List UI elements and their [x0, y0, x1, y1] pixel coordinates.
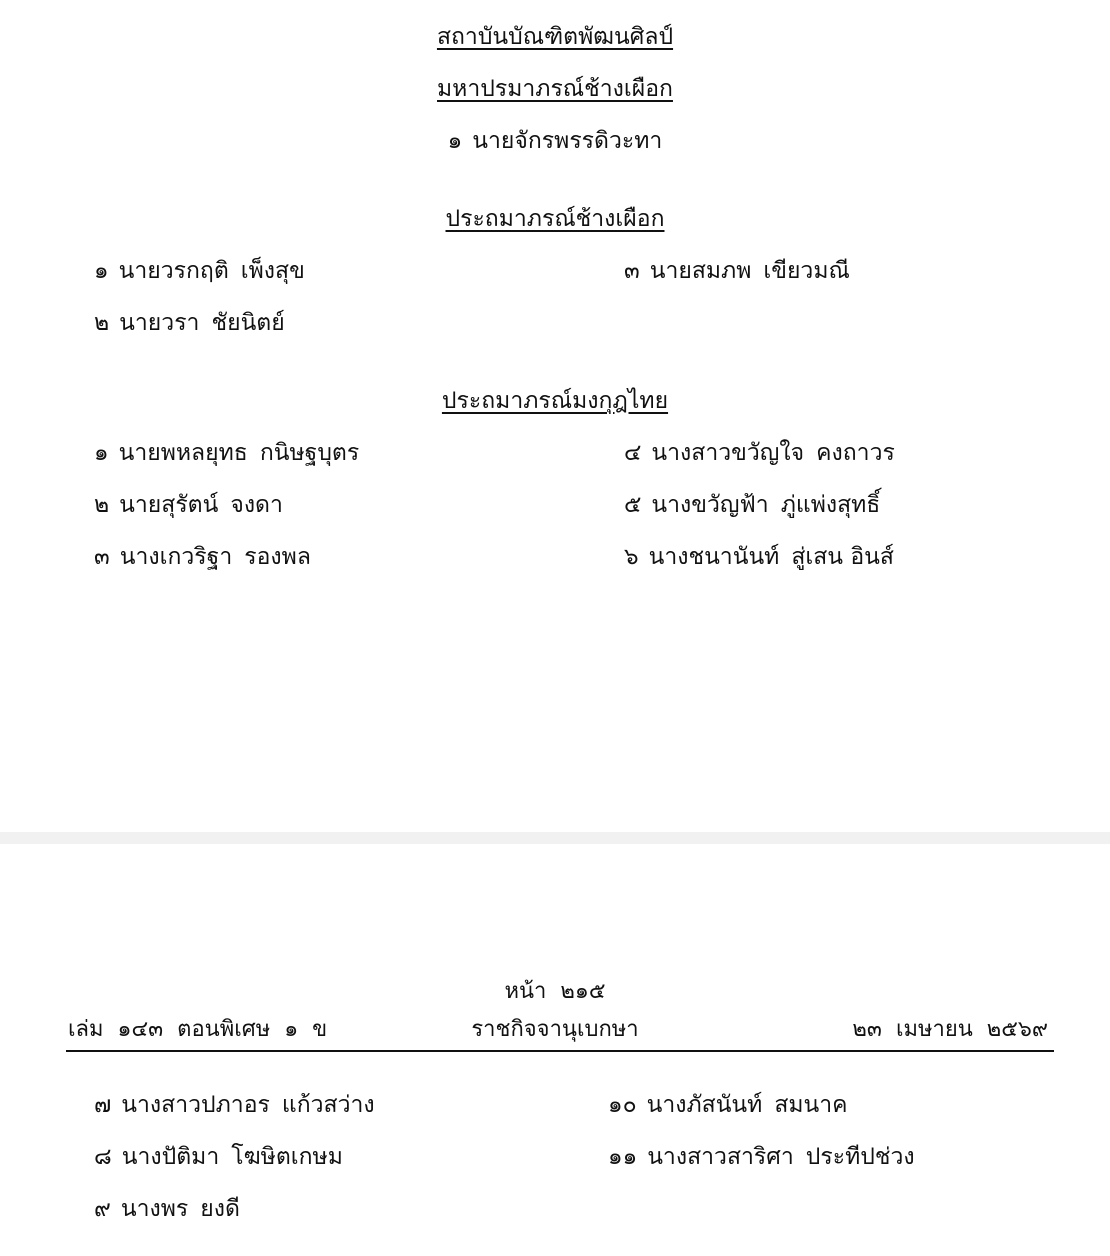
item-number: ๓	[94, 544, 110, 570]
item-surname: โฆษิตเกษม	[231, 1144, 343, 1170]
section-title: ประถมาภรณ์ช้างเผือก	[445, 206, 665, 232]
item-surname: เขียวมณี	[763, 258, 850, 284]
list-item	[94, 256, 305, 286]
item-name: นางพร	[120, 1196, 189, 1222]
list-item	[624, 490, 880, 520]
volume-label: เล่ม	[68, 1017, 104, 1042]
item-name: นายวรา	[119, 310, 200, 336]
item-name: นางขวัญฟ้า	[651, 492, 769, 518]
issue-suffix: ข	[312, 1017, 328, 1042]
list-item	[608, 1142, 915, 1172]
list-item	[624, 542, 894, 572]
list-item	[94, 490, 283, 520]
issue-label: ตอนพิเศษ	[177, 1017, 271, 1042]
item-number: ๔	[624, 440, 642, 466]
institution-title: สถาบันบัณฑิตพัฒนศิลป์	[436, 24, 674, 50]
item-surname: ยงดี	[200, 1196, 240, 1222]
item-surname: กนิษฐบุตร	[259, 440, 360, 466]
list-item	[94, 438, 359, 468]
date-month: เมษายน	[895, 1017, 973, 1042]
item-name: นางปัติมา	[121, 1144, 220, 1170]
list-item	[94, 1194, 240, 1224]
header-rule	[66, 1050, 1054, 1052]
list-item	[608, 1090, 848, 1120]
item-number: ๑	[94, 440, 109, 466]
volume-number: ๑๔๓	[117, 1017, 164, 1042]
item-number: ๗	[94, 1092, 112, 1118]
item-number: ๑๑	[608, 1144, 638, 1170]
item-number: ๑๐	[608, 1092, 637, 1118]
item-name: นางเกวริฐา	[119, 544, 233, 570]
item-surname: ชัยนิตย์	[211, 310, 285, 336]
item-name: นางชนานันท์	[648, 544, 780, 570]
page-separator	[0, 832, 1110, 844]
list-item	[94, 308, 285, 338]
item-name: นางสาวสาริศา	[647, 1144, 794, 1170]
item-surname: แก้วสว่าง	[281, 1092, 375, 1118]
item-number: ๖	[624, 544, 639, 570]
item-name: นางภัสนันท์	[646, 1092, 763, 1118]
list-item	[94, 1142, 343, 1172]
document-page-bottom	[0, 844, 1110, 1256]
item-number: ๑	[94, 258, 109, 284]
item-surname: ภู่แพ่งสุทธิ์	[780, 492, 881, 518]
item-surname: คงถาวร	[816, 440, 895, 466]
item-name: นางสาวขวัญใจ	[651, 440, 805, 466]
list-item	[94, 542, 311, 572]
page-number-line	[0, 978, 1110, 1006]
item-number: ๒	[94, 310, 110, 336]
publication-date	[852, 1016, 1048, 1044]
item-surname: รองพล	[244, 544, 311, 570]
page-number: ๒๑๕	[560, 979, 606, 1004]
item-number: ๙	[94, 1196, 111, 1222]
list-item	[624, 438, 895, 468]
item-number: ๒	[94, 492, 110, 518]
section-title: มหาปรมาภรณ์ช้างเผือก	[437, 76, 673, 102]
list-item	[0, 126, 1110, 156]
item-surname: วะทา	[608, 128, 663, 154]
item-name: นายจักรพรรดิ	[472, 128, 609, 154]
item-number: ๕	[624, 492, 642, 518]
item-name: นายวรกฤติ	[118, 258, 229, 284]
list-item	[94, 1090, 375, 1120]
item-surname: สู่เสน อินส์	[791, 544, 894, 570]
item-number: ๑	[447, 128, 463, 154]
item-surname: เพ็งสุข	[240, 258, 305, 284]
date-year: ๒๕๖๙	[986, 1017, 1048, 1042]
item-number: ๘	[94, 1144, 112, 1170]
item-surname: จงดา	[230, 492, 283, 518]
publication-name: ราชกิจจานุเบกษา	[471, 1017, 639, 1042]
item-number: ๓	[624, 258, 640, 284]
item-name: นายสมภพ	[649, 258, 752, 284]
date-day: ๒๓	[852, 1017, 882, 1042]
list-item	[624, 256, 850, 286]
item-surname: ประทีปช่วง	[805, 1144, 915, 1170]
item-name: นายสุรัตน์	[119, 492, 219, 518]
item-name: นายพหลยุทธ	[118, 440, 248, 466]
page-label: หน้า	[504, 979, 547, 1004]
item-surname: สมนาค	[774, 1092, 848, 1118]
item-name: นางสาวปภาอร	[121, 1092, 270, 1118]
section-title: ประถมาภรณ์มงกุฎไทย	[441, 388, 669, 414]
issue-number: ๑	[284, 1017, 299, 1042]
